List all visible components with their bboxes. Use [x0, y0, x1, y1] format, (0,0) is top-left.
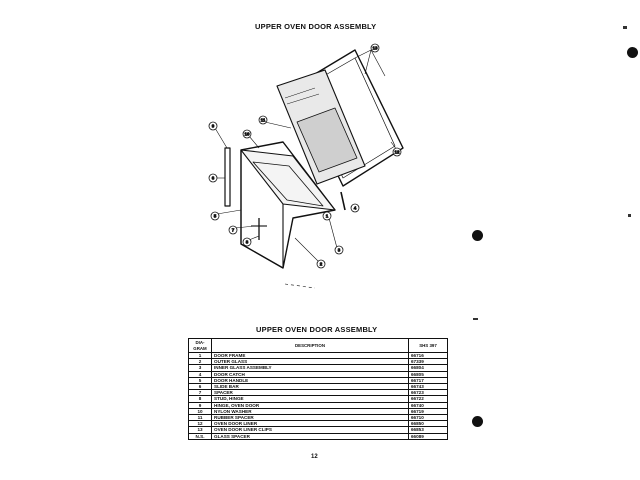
callout-3-label: 3	[337, 247, 341, 253]
row-part-number: 66805	[409, 371, 448, 377]
callout-6-label: 6	[211, 175, 215, 181]
row-number: 1	[189, 353, 212, 359]
callout-10	[243, 130, 251, 138]
row-description: DOOR CATCH	[212, 371, 409, 377]
callout-2	[317, 260, 325, 268]
callout-5	[211, 212, 219, 220]
parts-table-body	[189, 353, 448, 440]
callout-9	[209, 122, 217, 130]
row-description: STUD, HINGE	[212, 396, 409, 402]
row-description: DOOR HANDLE	[212, 377, 409, 383]
callout-12	[393, 148, 401, 156]
header-ship: SHS 397	[409, 339, 448, 353]
row-description: SLIDE BAR	[212, 384, 409, 390]
callout-12-label: 12	[394, 149, 400, 155]
scan-speck	[623, 26, 627, 29]
row-number: 8	[189, 396, 212, 402]
row-part-number: 66089	[409, 433, 448, 439]
punch-hole-middle	[472, 230, 483, 241]
callout-1-label: 1	[325, 213, 329, 219]
punch-hole-top	[627, 47, 638, 58]
callout-7-label: 7	[231, 227, 235, 233]
row-part-number: 66853	[409, 427, 448, 433]
scan-speck	[628, 214, 631, 217]
parts-table	[188, 338, 448, 440]
row-number: 9	[189, 402, 212, 408]
parts-table-header	[189, 339, 448, 353]
diagram-title: UPPER OVEN DOOR ASSEMBLY	[255, 22, 377, 31]
row-number: 5	[189, 377, 212, 383]
row-number: N.S.	[189, 433, 212, 439]
row-description: OUTER GLASS	[212, 359, 409, 365]
callout-1	[323, 212, 331, 220]
row-part-number: 67339	[409, 359, 448, 365]
callout-11-label: 11	[260, 117, 266, 123]
table-row	[189, 433, 448, 439]
callout-5-label: 5	[213, 213, 217, 219]
callout-3	[335, 246, 343, 254]
row-number: 7	[189, 390, 212, 396]
callout-7	[229, 226, 237, 234]
callout-10-label: 10	[244, 131, 250, 137]
row-number: 13	[189, 427, 212, 433]
callout-2-label: 2	[319, 261, 323, 267]
callout-4-label: 4	[353, 205, 357, 211]
row-description: OVEN DOOR LINER	[212, 421, 409, 427]
callout-6	[209, 174, 217, 182]
row-number: 6	[189, 384, 212, 390]
parts-table-title: UPPER OVEN DOOR ASSEMBLY	[256, 325, 378, 334]
row-number: 12	[189, 421, 212, 427]
row-part-number: 66723	[409, 390, 448, 396]
row-description: DOOR FRAME	[212, 353, 409, 359]
row-part-number: 66719	[409, 408, 448, 414]
callout-8-label: 8	[245, 239, 249, 245]
row-part-number: 66716	[409, 353, 448, 359]
page-number: 12	[311, 454, 318, 460]
header-description: DESCRIPTION	[212, 339, 409, 353]
row-description: OVEN DOOR LINER CLIPS	[212, 427, 409, 433]
callout-13-label: 13	[372, 45, 378, 51]
row-part-number: 66850	[409, 421, 448, 427]
exploded-door-diagram	[195, 38, 425, 308]
row-part-number: 66804	[409, 365, 448, 371]
callout-8	[243, 238, 251, 246]
row-number: 11	[189, 415, 212, 421]
row-part-number: 66717	[409, 377, 448, 383]
row-part-number: 66743	[409, 384, 448, 390]
row-description: INNER GLASS ASSEMBLY	[212, 365, 409, 371]
callout-11	[259, 116, 267, 124]
row-description: SPACER	[212, 390, 409, 396]
callout-9-label: 9	[211, 123, 215, 129]
callout-13	[371, 44, 379, 52]
door-handle-part	[225, 148, 230, 206]
row-number: 4	[189, 371, 212, 377]
callout-4	[351, 204, 359, 212]
row-number: 10	[189, 408, 212, 414]
row-number: 2	[189, 359, 212, 365]
row-number: 3	[189, 365, 212, 371]
punch-hole-bottom	[472, 416, 483, 427]
row-description: GLASS SPACER	[212, 433, 409, 439]
row-part-number: 66710	[409, 415, 448, 421]
row-description: HINGE, OVEN DOOR	[212, 402, 409, 408]
row-part-number: 66722	[409, 396, 448, 402]
scan-speck	[473, 318, 478, 320]
row-description: RUBBER SPACER	[212, 415, 409, 421]
header-diagram: DIA- GRAM	[189, 339, 212, 353]
row-description: NYLON WASHER	[212, 408, 409, 414]
row-part-number: 66740	[409, 402, 448, 408]
